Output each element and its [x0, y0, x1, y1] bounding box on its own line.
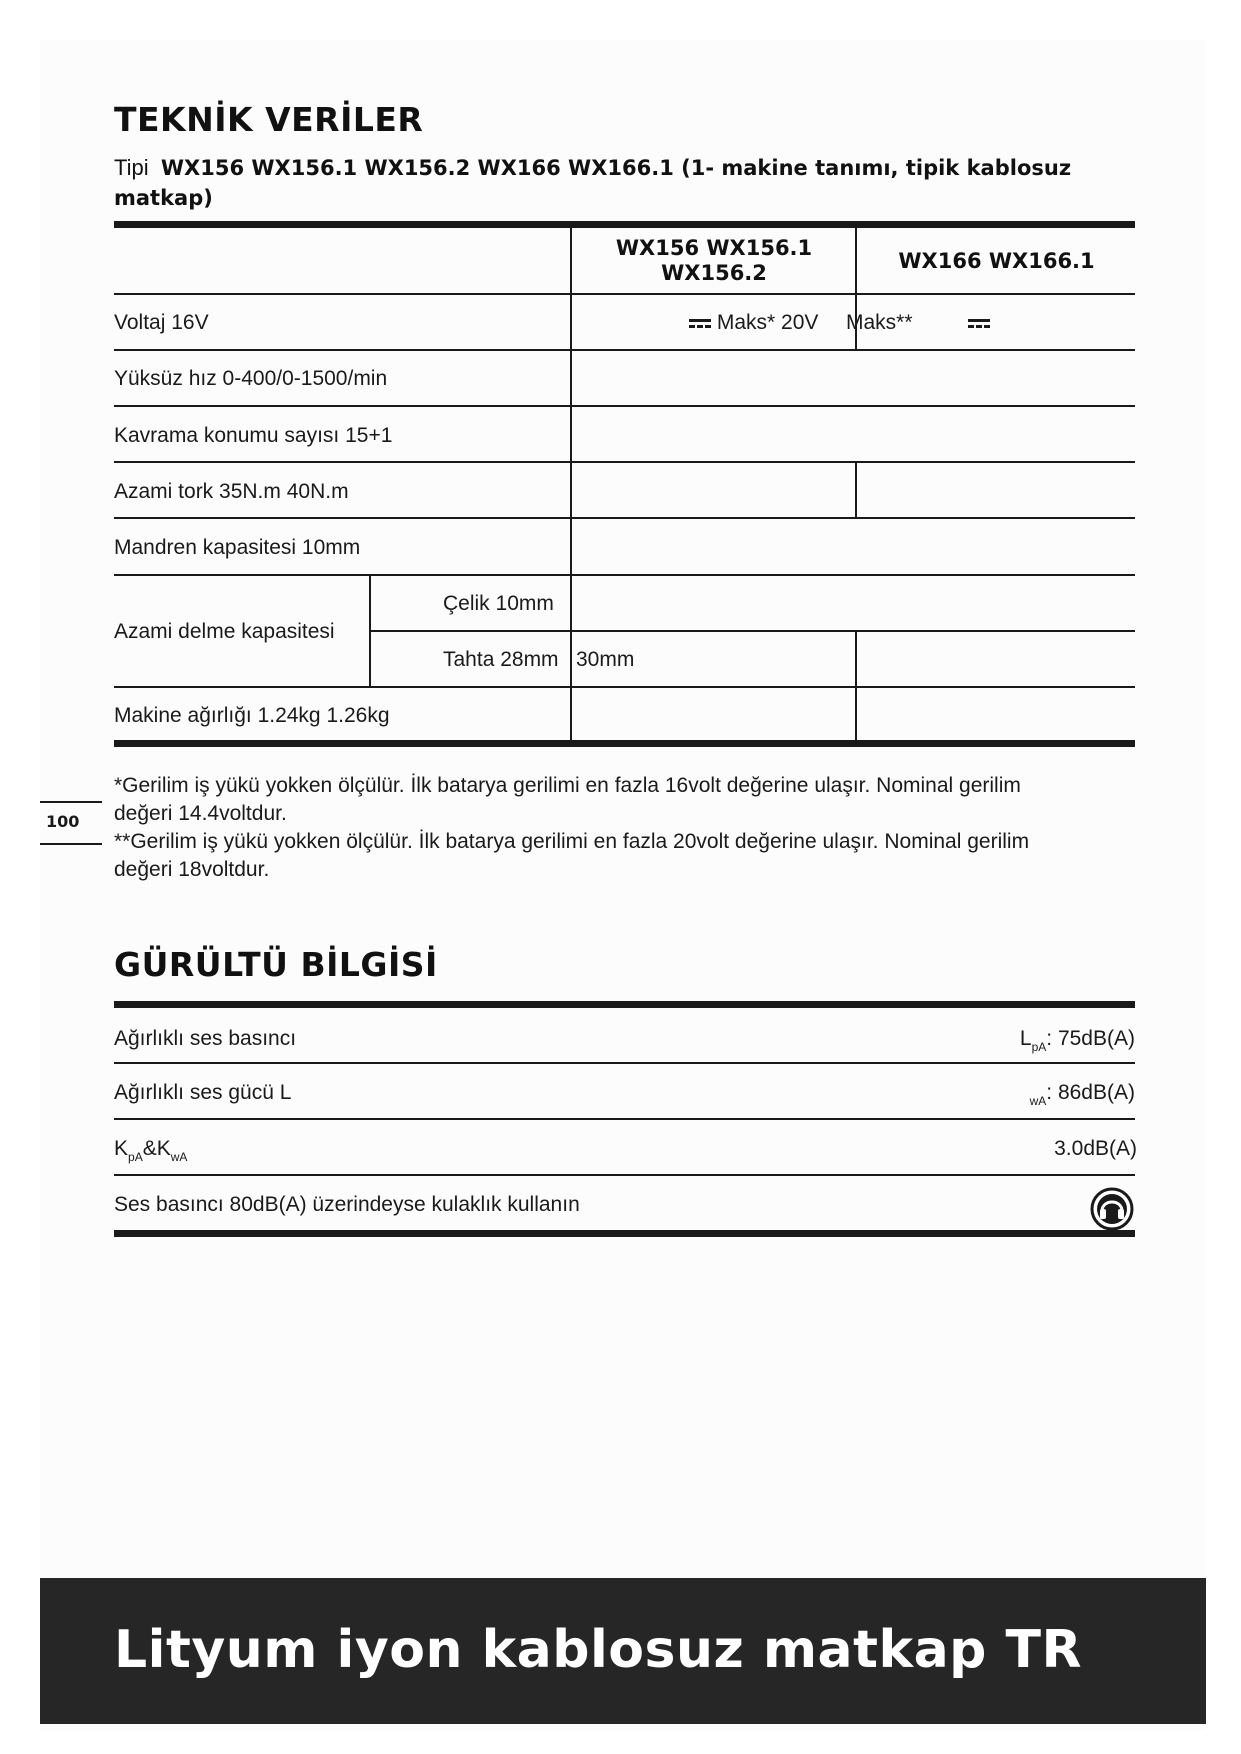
footer-banner: [40, 1578, 1206, 1724]
voltage-value-2-symbol: [968, 311, 990, 335]
table-bottom-rule: [114, 740, 1135, 747]
type-models: WX156 WX156.1 WX156.2 WX166 WX166.1 (1- makine tanımı, tipik kablosuz matkap): [114, 156, 1072, 210]
dc-current-icon: [968, 319, 990, 328]
col2-header: WX166 WX166.1: [898, 249, 1095, 273]
row-divider: [114, 686, 1135, 688]
footnote-line: değeri 14.4voltdur.: [114, 802, 287, 825]
row-divider: [114, 1062, 1135, 1064]
sound-pressure-label: Ağırlıklı ses basıncı: [114, 1027, 297, 1050]
sound-pressure-value: $L_{pA}$: 75dB(A): [1019, 1027, 1135, 1054]
voltage-value-1: Maks* 20V: [689, 311, 818, 335]
max-drill-capacity: Azami delme kapasitesi: [114, 620, 335, 643]
footnote-line: **Gerilim iş yükü yokken ölçülür. İlk batarya gerilimi en fazla 20volt değerine ulaşır. Nominal gerilim: [114, 830, 1030, 853]
row-divider: [114, 461, 1135, 463]
ear-protection-icon: [1090, 1187, 1134, 1231]
row-divider: [114, 574, 1135, 576]
footnote-line: *Gerilim iş yükü yokken ölçülür. İlk batarya gerilimi en fazla 16volt değerine ulaşır. Nominal gerilim: [114, 774, 1021, 797]
uncertainty-value: 3.0dB(A): [1054, 1137, 1137, 1160]
voltage-value-2: Maks**: [846, 311, 913, 334]
row-divider: [114, 349, 1135, 351]
row-divider: [114, 1174, 1135, 1176]
column-divider: [855, 630, 857, 740]
chuck-capacity: Mandren kapasitesi 10mm: [114, 536, 361, 559]
row-divider: [114, 1118, 1135, 1120]
column-divider: [570, 228, 572, 740]
column-divider: [855, 461, 857, 518]
type-prefix: Tipi: [114, 155, 149, 180]
column-divider: [369, 574, 371, 687]
row-divider: [114, 405, 1135, 407]
page-number-rule: [40, 843, 102, 845]
noise-info-title: GÜRÜLTÜ BİLGİSİ: [114, 945, 438, 984]
page-number: 100: [46, 812, 80, 831]
wood-capacity-2: 30mm: [576, 648, 635, 671]
sound-power-value: $_{wA}$: 86dB(A): [1029, 1081, 1135, 1108]
type-line: [114, 153, 1134, 213]
noise-top-rule: [114, 1001, 1135, 1008]
wood-capacity-1: Tahta 28mm: [443, 648, 559, 671]
row-divider: [114, 517, 1135, 519]
col1-header: WX156 WX156.1 WX156.2: [615, 236, 813, 285]
noise-bottom-rule: [114, 1230, 1135, 1237]
max-torque: Azami tork 35N.m 40N.m: [114, 480, 349, 503]
sound-power-label: Ağırlıklı ses gücü L: [114, 1081, 292, 1104]
footnote-line: değeri 18voltdur.: [114, 858, 270, 881]
table-top-rule: [114, 221, 1135, 228]
voltage-label: Voltaj 16V: [114, 311, 209, 334]
machine-weight: Makine ağırlığı 1.24kg 1.26kg: [114, 704, 390, 727]
steel-capacity: Çelik 10mm: [443, 592, 554, 615]
dc-current-icon: [689, 319, 711, 328]
no-load-speed: Yüksüz hız 0-400/0-1500/min: [114, 367, 388, 390]
footer-title: Lityum iyon kablosuz matkap TR: [114, 1620, 1083, 1680]
ear-protection-note: Ses basıncı 80dB(A) üzerindeyse kulaklık kullanın: [114, 1193, 580, 1216]
clutch-positions: Kavrama konumu sayısı 15+1: [114, 424, 393, 447]
page-number-rule: [40, 801, 102, 803]
row-divider: [370, 630, 1135, 632]
tech-data-title: TEKNİK VERİLER: [114, 100, 424, 139]
uncertainty-label: $K_{pA}\&K_{wA}$: [114, 1137, 188, 1164]
row-divider: [114, 293, 1135, 295]
